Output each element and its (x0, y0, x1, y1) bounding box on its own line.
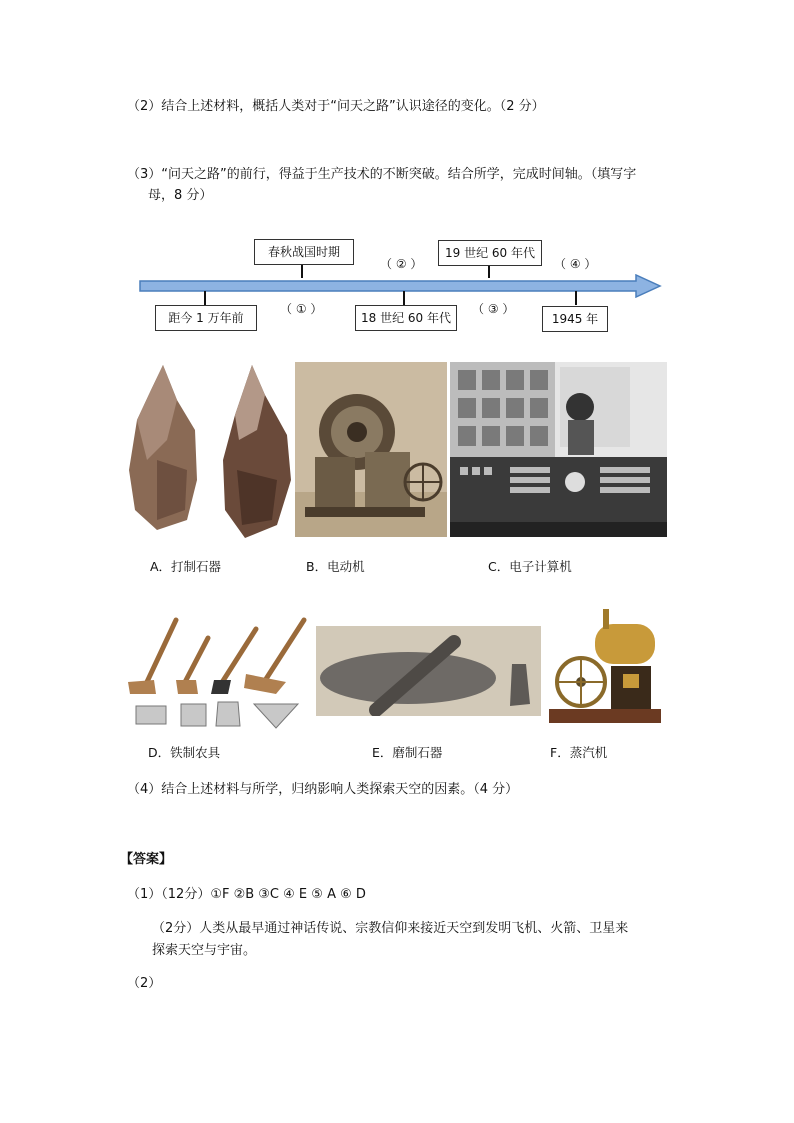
caption-d: D．铁制农具 (148, 745, 221, 760)
computer-illustration (450, 362, 667, 537)
iron-tools-illustration (126, 614, 308, 734)
timeline-tick (403, 291, 405, 305)
electric-motor-illustration (295, 362, 447, 537)
answer-3: （2） (127, 976, 162, 991)
timeline-label-19c60s: 19 世纪 60 年代 (438, 240, 542, 266)
caption-e: E．磨制石器 (372, 745, 443, 760)
timeline-tick (488, 265, 490, 278)
timeline-label-spring-autumn: 春秋战国时期 (254, 239, 354, 265)
answer-1: （1）（12分）①F ②B ③C ④ E ⑤ A ⑥ D (127, 887, 366, 902)
timeline-label-18c60s: 18 世纪 60 年代 (355, 305, 457, 331)
caption-a: A．打制石器 (150, 559, 222, 574)
answer-2-line1: （2分）人类从最早通过神话传说、宗教信仰来接近天空到发明飞机、火箭、卫星来 (152, 921, 629, 936)
timeline-blank-3: （ ③ ） (472, 302, 515, 316)
timeline-tick (575, 291, 577, 305)
question-4: （4）结合上述材料与所学，归纳影响人类探索天空的因素。（4 分） (127, 782, 519, 797)
polished-stone-illustration (316, 626, 541, 716)
caption-f: F．蒸汽机 (550, 745, 608, 760)
question-3-line2: 母，8 分） (148, 188, 213, 203)
steam-engine-illustration (545, 604, 665, 734)
timeline-blank-2: （ ② ） (380, 257, 423, 271)
timeline-arrow (138, 274, 664, 298)
answer-header: 【答案】 (120, 852, 173, 867)
stone-tool-illustration (127, 360, 293, 545)
timeline-blank-1: （ ① ） (280, 302, 323, 316)
question-2: （2）结合上述材料，概括人类对于“问天之路”认识途径的变化。（2 分） (127, 99, 545, 114)
question-3-line1: （3）“问天之路”的前行，得益于生产技术的不断突破。结合所学，完成时间轴。（填写字 (127, 167, 637, 182)
timeline-tick (204, 291, 206, 305)
timeline-tick (301, 265, 303, 278)
caption-b: B．电动机 (306, 559, 365, 574)
timeline-label-10000-years: 距今 1 万年前 (155, 305, 257, 331)
timeline-label-1945: 1945 年 (542, 306, 608, 332)
timeline-blank-4: （ ④ ） (554, 257, 597, 271)
answer-2-line2: 探索天空与宇宙。 (152, 943, 257, 958)
caption-c: C．电子计算机 (488, 559, 572, 574)
